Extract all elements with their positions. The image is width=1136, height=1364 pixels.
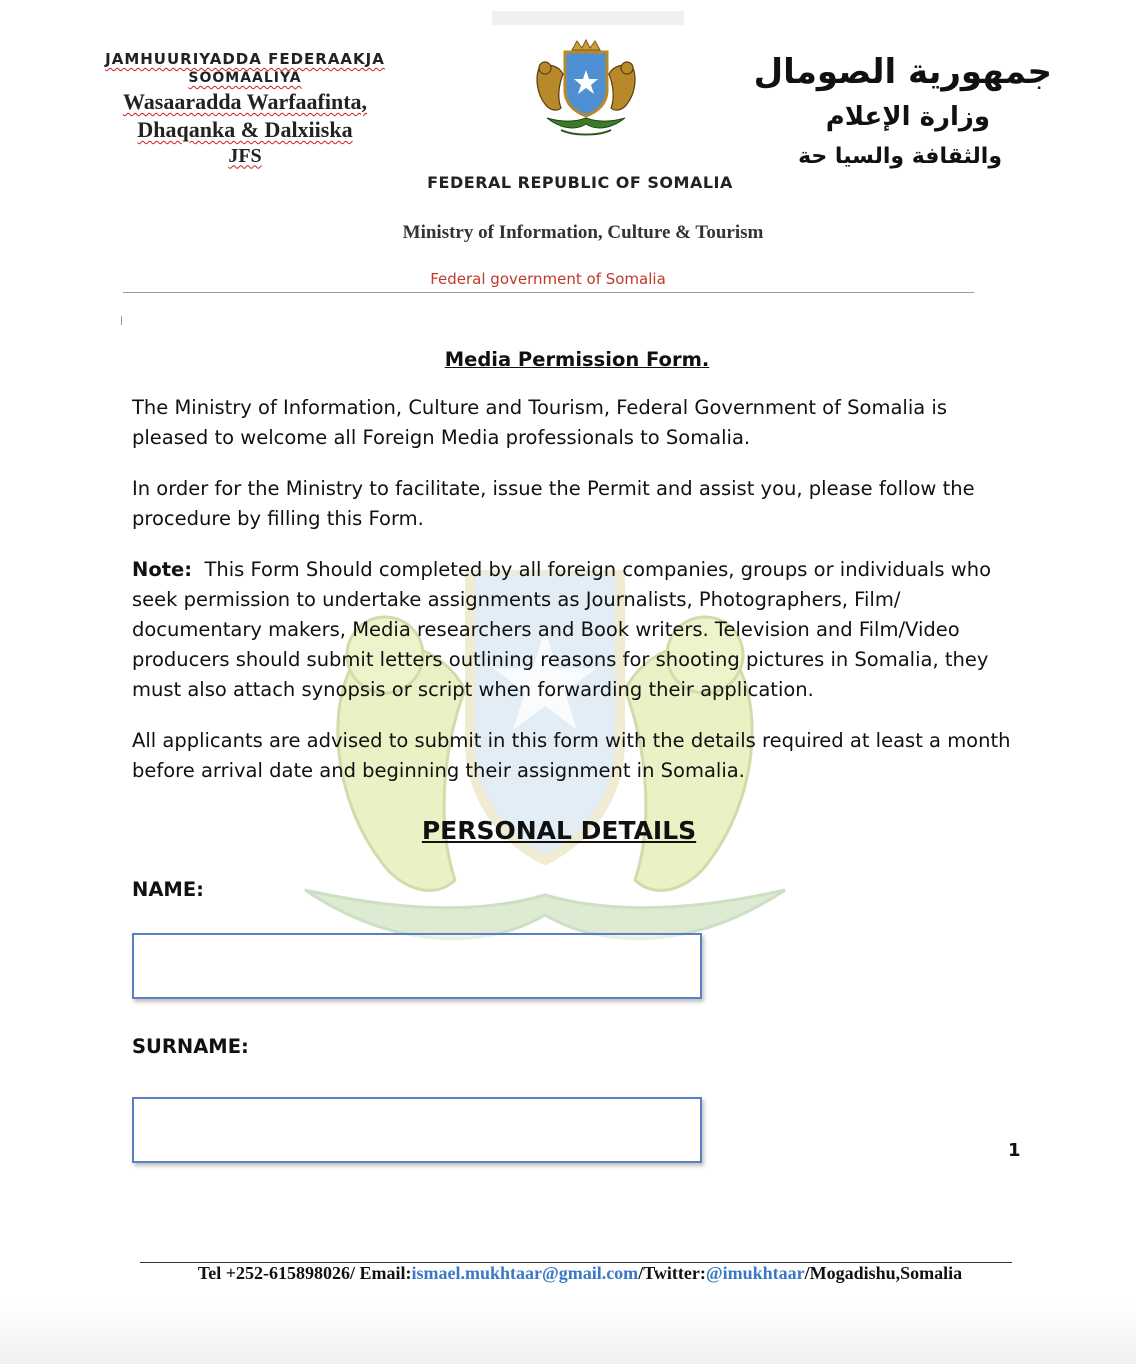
name-input[interactable] (132, 933, 702, 999)
note-paragraph (132, 555, 1022, 705)
header-somali-line1: JAMHUURIYADDA FEDERAAKJA (105, 50, 385, 68)
surname-input[interactable] (132, 1097, 702, 1163)
advice-paragraph: All applicants are advised to submit in this form with the details required at least a month before arrival date and beginning their assignment in Somalia. (132, 729, 1011, 782)
footer-email-link[interactable]: ismael.mukhtaar@gmail.com (411, 1263, 639, 1283)
procedure-paragraph: In order for the Ministry to facilitate, issue the Permit and assist you, please follow the procedure by filling this Form. (132, 477, 975, 530)
coat-of-arms-emblem (527, 38, 645, 138)
header-somali-line3: Wasaaradda Warfaafinta, (122, 88, 368, 114)
top-toolbar-strip (492, 11, 684, 25)
header-arabic-line2: وزارة الإعلام (825, 102, 990, 132)
footer-contact-line (0, 1263, 1136, 1284)
form-title: Media Permission Form. (444, 348, 710, 371)
ministry-heading: Ministry of Information, Culture & Tourism (402, 222, 764, 243)
header-somali-block (60, 50, 430, 168)
intro-paragraph: The Ministry of Information, Culture and Tourism, Federal Government of Somalia is pleased to welcome all Foreign Media professionals to Somalia. (132, 396, 947, 449)
federal-government-subheading: Federal government of Somalia (430, 270, 666, 288)
form-body (132, 345, 1022, 807)
text-cursor-mark (121, 316, 122, 325)
name-label: NAME: (132, 878, 204, 901)
header-divider (123, 292, 974, 293)
header-arabic-line3: والثقافة والسيا حة (798, 144, 1002, 169)
header-somali-line4: Dhaqanka & Dalxiiska (137, 117, 353, 143)
footer-tel: Tel +252-615898026/ Email: (197, 1263, 412, 1283)
page-number: 1 (1008, 1140, 1021, 1161)
footer-twitter-label: /Twitter: (638, 1263, 706, 1283)
header-somali-line5: JFS (228, 144, 262, 167)
page-bottom-shade (0, 1300, 1136, 1364)
note-label: Note: (132, 558, 193, 581)
federal-republic-heading: FEDERAL REPUBLIC OF SOMALIA (427, 173, 733, 192)
note-text: This Form Should completed by all foreign companies, groups or individuals who seek permission to undertake assignments as Journalists, Photographers, Film/ documentary makers, Media researchers and Book writers. Television and Film/Video producers should submit letters outlining reasons for shooting pictures in Somalia, they must also attach synopsis or script when forwarding their application. (132, 558, 992, 701)
surname-label: SURNAME: (132, 1035, 249, 1058)
header-arabic-line1: جمهورية الصومال (753, 52, 1052, 92)
personal-details-heading: PERSONAL DETAILS (421, 816, 697, 845)
footer-twitter-link[interactable]: @imukhtaar (705, 1263, 805, 1283)
footer-location: /Mogadishu,Somalia (804, 1263, 963, 1283)
header-somali-line2: SOOMAALIYA (188, 70, 302, 86)
